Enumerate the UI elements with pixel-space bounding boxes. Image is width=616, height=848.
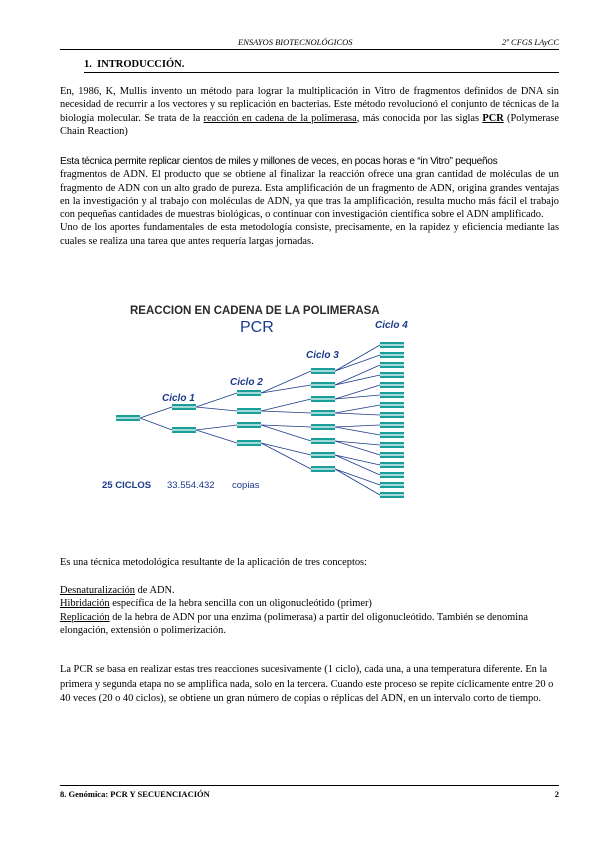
header-left: ENSAYOS BIOTECNOLÓGICOS [238,37,353,47]
dna-strand-cycle-3-5-complement [311,442,335,444]
dna-strand-cycle-0-0-complement [116,419,140,421]
concepts-list [60,584,559,637]
branch-line [196,425,237,430]
cycle-4-label: Ciclo 4 [375,320,408,331]
pcr-diagram [60,290,500,520]
dna-strand-cycle-3-4-complement [311,428,335,430]
diagram-title: REACCION EN CADENA DE LA POLIMERASA [130,305,380,317]
dna-strand-cycle-4-4-complement [380,386,404,388]
page-number: 2 [554,789,559,799]
dna-strand-cycle-2-1 [237,408,261,410]
section-title [84,59,559,73]
p1-text-b: , más conocida por las siglas [356,112,483,124]
branch-line [261,443,311,455]
p2-first-line: Esta técnica permite replicar cientos de miles y millones de veces, en pocas horas e “in Vitro” pequeños [60,156,498,167]
dna-strand-cycle-4-9 [380,432,404,434]
branch-line [261,411,311,413]
branch-line [261,425,311,441]
dna-strand-cycle-4-12 [380,462,404,464]
dna-strand-cycle-3-0 [311,368,335,370]
concepts-intro: Es una técnica metodológica resultante de la aplicación de tres conceptos: [60,557,367,568]
page-footer [60,785,559,799]
dna-strand-cycle-2-1-complement [237,412,261,414]
branch-line [261,425,311,427]
cycle-2-label: Ciclo 2 [230,377,263,388]
branch-line [335,455,380,475]
footer-left: 8. Genómica: PCR Y SECUENCIACIÓN [60,789,210,799]
section-number: 1. [84,59,92,70]
dna-strand-cycle-4-2 [380,362,404,364]
dna-strand-cycle-2-0 [237,390,261,392]
branch-line [335,455,380,465]
dna-strand-cycle-2-3 [237,440,261,442]
dna-strand-cycle-4-0 [380,342,404,344]
dna-strand-cycle-4-11 [380,452,404,454]
dna-strand-cycle-4-4 [380,382,404,384]
concept-3-term: Replicación [60,611,110,623]
dna-strand-cycle-3-2-complement [311,400,335,402]
dna-strand-cycle-3-3 [311,410,335,412]
dna-strand-cycle-4-3-complement [380,376,404,378]
dna-strand-cycle-3-2 [311,396,335,398]
dna-strand-cycle-2-3-complement [237,444,261,446]
branch-line [335,425,380,427]
branch-line [140,418,172,430]
branch-line [335,405,380,413]
dna-strand-cycle-3-6-complement [311,456,335,458]
dna-strand-cycle-1-1 [172,427,196,429]
branch-line [335,469,380,485]
dna-strand-cycle-2-2 [237,422,261,424]
intro-paragraph-1 [60,85,559,138]
dna-strand-cycle-3-1 [311,382,335,384]
dna-strand-cycle-4-6-complement [380,406,404,408]
dna-strand-cycle-2-2-complement [237,426,261,428]
dna-strand-cycle-4-14 [380,482,404,484]
pcr-strand-tree [116,342,404,498]
branch-line [335,365,380,385]
dna-strand-cycle-4-8 [380,422,404,424]
dna-strand-cycle-3-4 [311,424,335,426]
dna-strand-cycle-4-5 [380,392,404,394]
branch-line [261,399,311,411]
dna-strand-cycle-4-15-complement [380,496,404,498]
branch-line [196,407,237,411]
dna-strand-cycle-4-3 [380,372,404,374]
branch-line [261,371,311,393]
dna-strand-cycle-4-9-complement [380,436,404,438]
dna-strand-cycle-4-1-complement [380,356,404,358]
dna-strand-cycle-4-7-complement [380,416,404,418]
dna-strand-cycle-4-5-complement [380,396,404,398]
dna-strand-cycle-4-2-complement [380,366,404,368]
concept-1-term: Desnaturalización [60,585,136,596]
concept-3 [60,611,559,638]
branch-line [335,469,380,495]
page-header [60,37,559,50]
dna-strand-cycle-4-7 [380,412,404,414]
dna-strand-cycle-4-10-complement [380,446,404,448]
cycle-1-label: Ciclo 1 [162,393,195,404]
copies-word: copias [232,480,260,491]
dna-strand-cycle-4-1 [380,352,404,354]
dna-strand-cycle-4-10 [380,442,404,444]
cycles-count: 25 CICLOS [102,480,152,491]
section-title-text: INTRODUCCIÓN. [97,59,185,70]
branch-line [335,427,380,435]
dna-strand-cycle-4-8-complement [380,426,404,428]
concept-2-rest: específica de la hebra sencilla con un oligonucleótido (primer) [109,598,372,610]
concept-2-term: Hibridación [60,598,110,610]
branch-line [261,443,311,469]
concept-1 [60,584,559,597]
dna-strand-cycle-4-14-complement [380,486,404,488]
p1-text-a: En, 1986, K, Mullis invento un método para lograr la multiplicación in Vitro de fragmentos definidos de DNA sin necesidad de recurrir a los vectores y su replicación en bacterias. Este método revolucionó el conjunto de técnicas de la biología molecular. Se trata de la [60,86,559,124]
branch-line [196,393,237,407]
dna-strand-cycle-3-3-complement [311,414,335,416]
branch-line [140,407,172,418]
dna-strand-cycle-4-6 [380,402,404,404]
dna-strand-cycle-1-1-complement [172,431,196,433]
dna-strand-cycle-2-0-complement [237,394,261,396]
dna-strand-cycle-3-1-complement [311,386,335,388]
dna-strand-cycle-3-0-complement [311,372,335,374]
branch-line [335,345,380,371]
dna-strand-cycle-3-7-complement [311,470,335,472]
dna-strand-cycle-0-0 [116,415,140,417]
dna-strand-cycle-4-0-complement [380,346,404,348]
concept-2 [60,597,559,610]
diagram-subtitle: PCR [240,319,274,336]
dna-strand-cycle-3-7 [311,466,335,468]
branch-line [335,375,380,385]
branch-line [196,430,237,443]
intro-paragraph-2 [60,155,559,248]
copies-number: 33.554.432 [167,480,215,491]
branch-line [335,355,380,371]
pcr-acronym: PCR [482,112,504,124]
dna-strand-cycle-4-12-complement [380,466,404,468]
branch-line [261,385,311,393]
dna-strand-cycle-1-0-complement [172,408,196,410]
concept-1-rest: de ADN. [135,585,175,596]
header-right: 2º CFGS LAyCC [502,37,559,47]
cycle-3-label: Ciclo 3 [306,350,339,361]
dna-strand-cycle-4-13-complement [380,476,404,478]
dna-strand-cycle-3-5 [311,438,335,440]
closing-paragraph: La PCR se basa en realizar estas tres reacciones sucesivamente (1 ciclo), cada una, a una temperatura diferente. En la primera y segunda etapa no se amplifica nada, solo en la tercera. Cuando este proceso se repite cíclicamente entre 20 o 40 veces (20 o 40 ciclos), se obtiene un gran número de copias o réplicas del ADN, en un intervalo corto de tiempo. [60,664,554,705]
intro-paragraph-3: Uno de los aportes fundamentales de esta metodología consiste, precisamente, en la rapidez y eficiencia mediante las cuales se realiza una tarea que antes requería largas jornadas. [60,222,559,247]
pcr-term-link: reacción en cadena de la polimerasa [203,112,357,124]
branch-line [335,413,380,415]
dna-strand-cycle-3-6 [311,452,335,454]
p2-rest: fragmentos de ADN. El producto que se obtiene al finalizar la reacción ofrece una gran cantidad de moléculas de un fragmento de ADN con un alto grado de pureza. Esta amplificación de un fragmento de ADN, origina grandes ventajas en la investigación y al trabajo con moléculas de ADN, ya que tras la amplificación, resulta mucho más fácil el trabajo con pequeñas cantidades de muestras biológicas, o continuar con investigación científica sobre el ADN amplificado. [60,169,559,221]
dna-strand-cycle-4-11-complement [380,456,404,458]
dna-strand-cycle-1-0 [172,404,196,406]
p1-text-c: (Polymerase Chain Reaction) [60,112,559,137]
dna-strand-cycle-4-13 [380,472,404,474]
dna-strand-cycle-4-15 [380,492,404,494]
concept-3-rest: de la hebra de ADN por una enzima (polimerasa) a partir del oligonucleótido. También se denomina elongación, extensión o polimerización. [60,611,528,636]
